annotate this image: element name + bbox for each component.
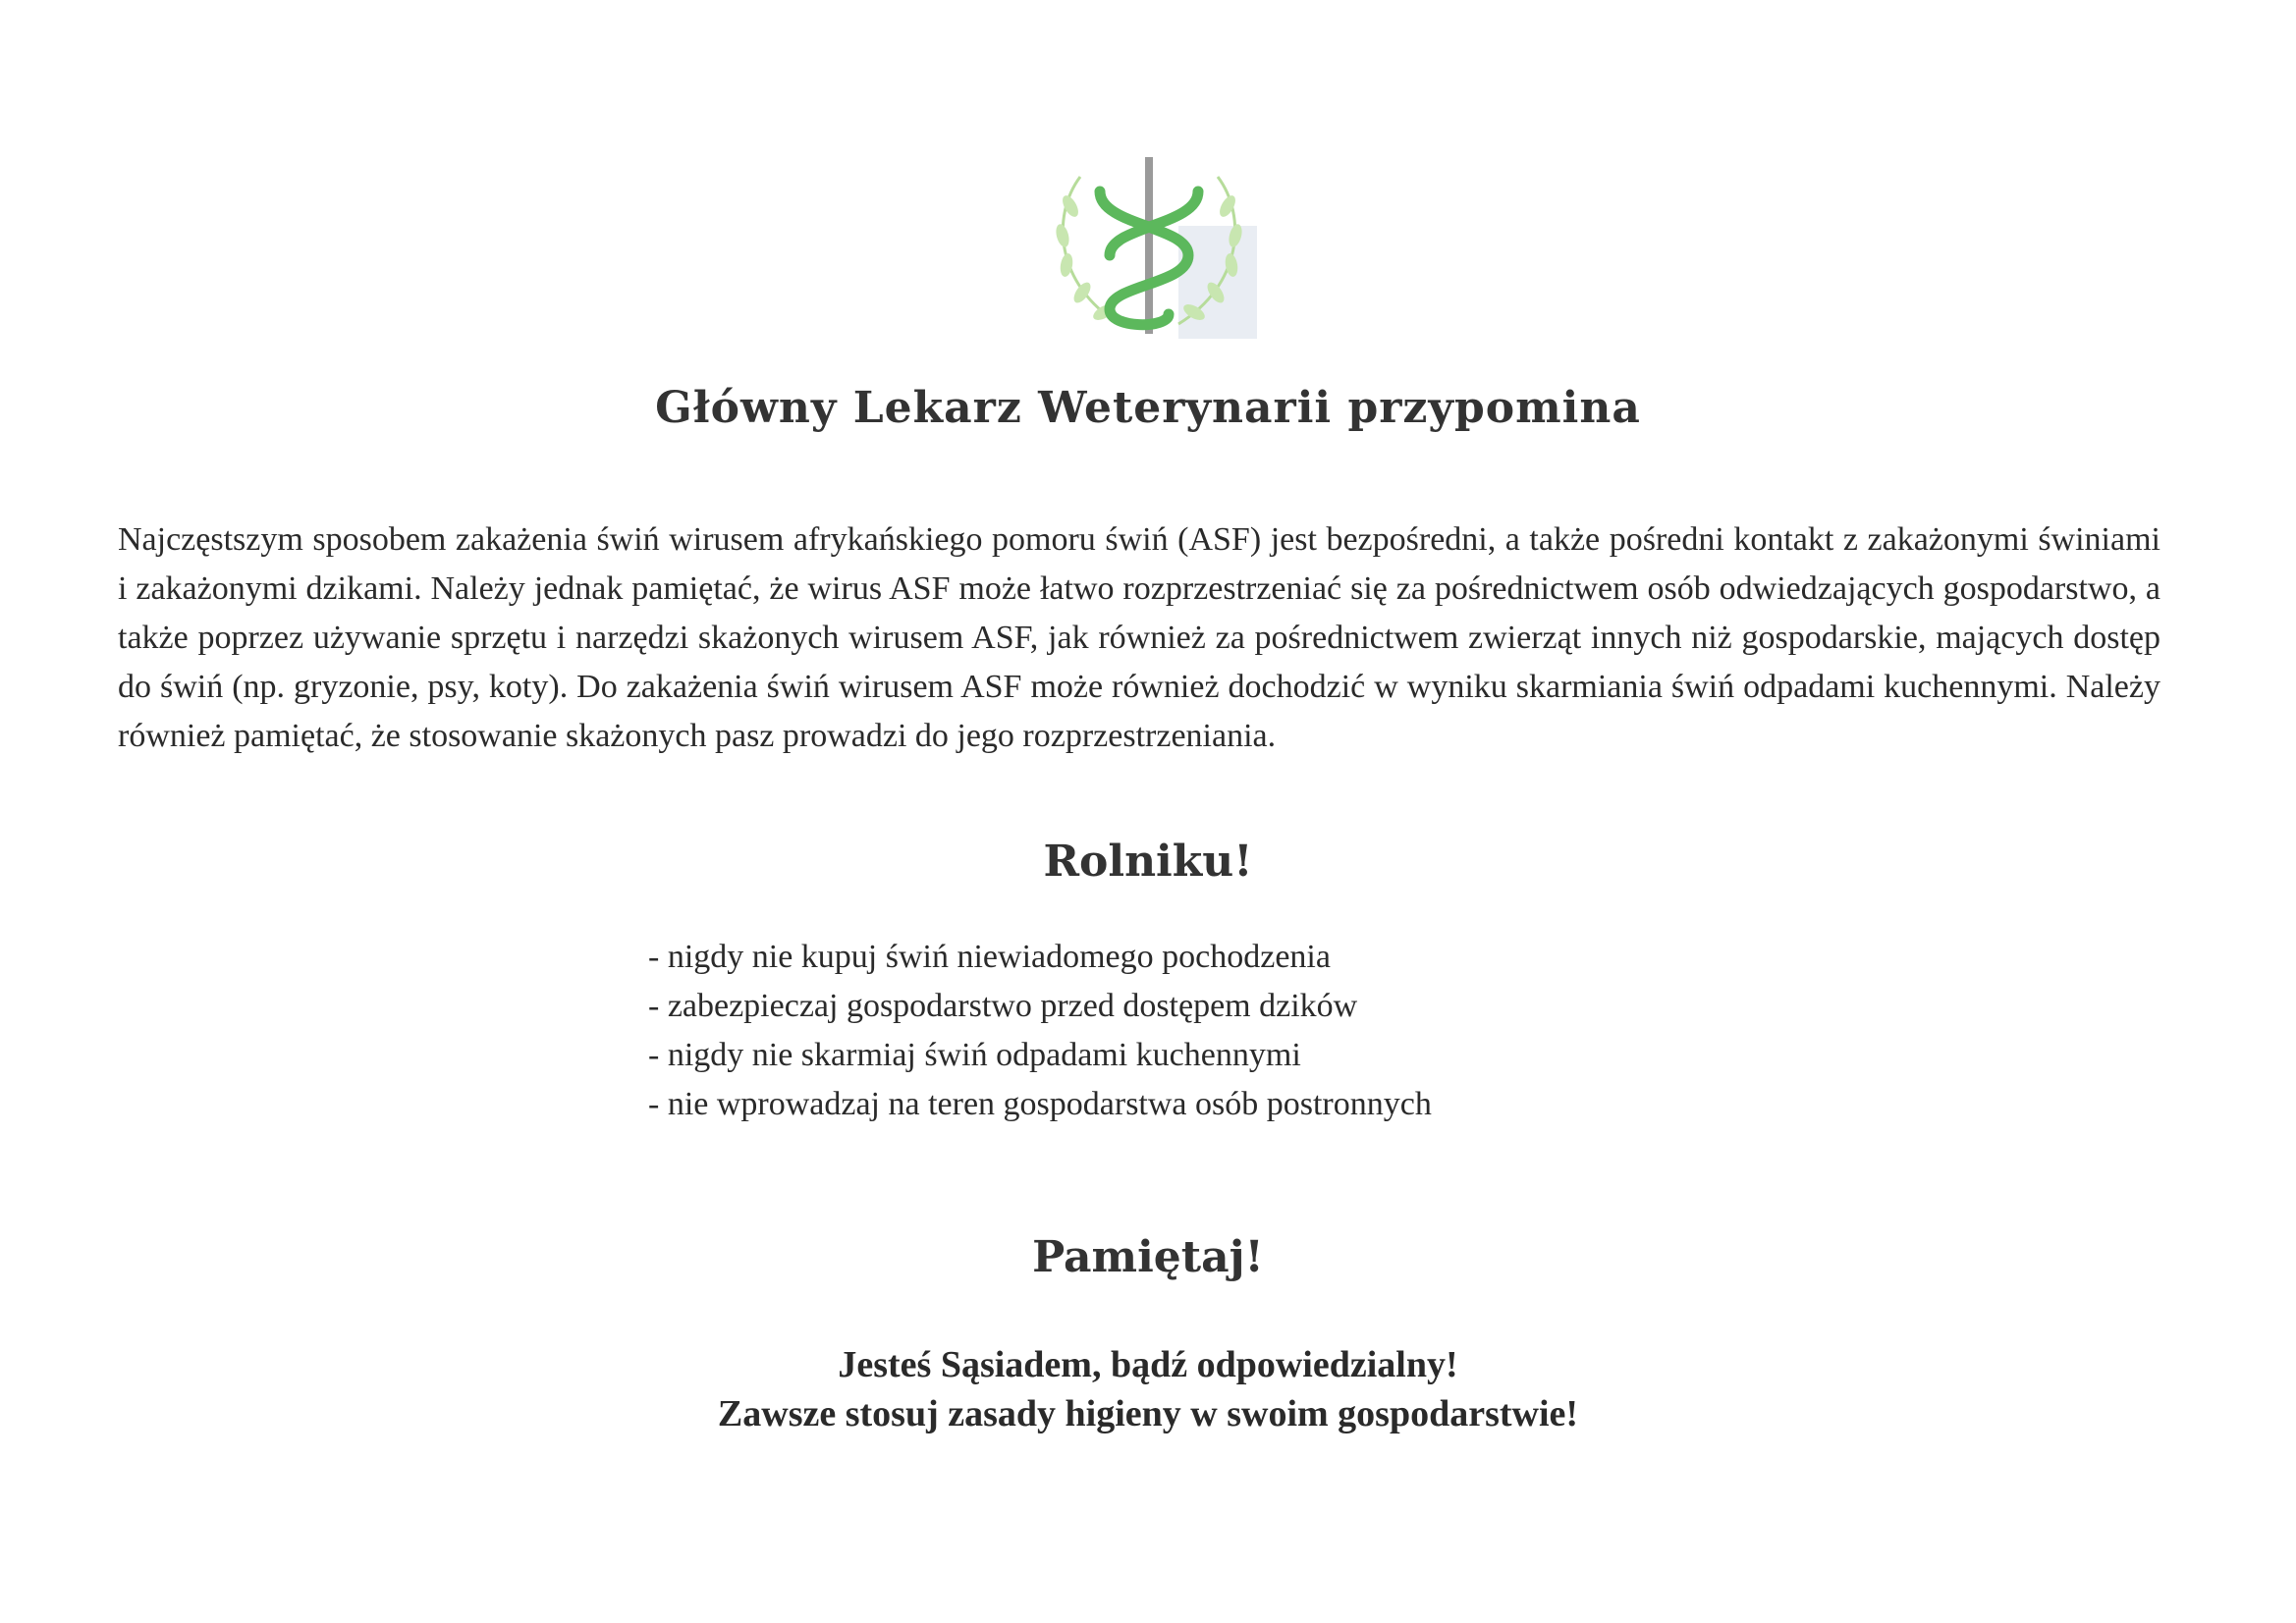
recommendations-list [648, 933, 1432, 1129]
list-item: - nie wprowadzaj na teren gospodarstwa osób postronnych [648, 1086, 1432, 1122]
closing-line-1: Jesteś Sąsiadem, bądź odpowiedzialny! [838, 1344, 1458, 1385]
list-item: - nigdy nie kupuj świń niewiadomego pochodzenia [648, 939, 1331, 975]
staff-icon [1145, 157, 1153, 334]
heading-pamietaj: Pamiętaj! [1032, 1232, 1264, 1282]
list-item: - nigdy nie skarmiaj świń odpadami kuchennymi [648, 1037, 1301, 1073]
page-title: Główny Lekarz Weterynarii przypomina [655, 383, 1641, 433]
closing-message [0, 1340, 2296, 1438]
info-paragraph: Najczęstszym sposobem zakażenia świń wirusem afrykańskiego pomoru świń (ASF) jest bezpośredni, a także pośredni kontakt z zakażonymi świniami i zakażonymi dzikami. Należy jednak pamiętać, że wirus ASF może łatwo rozprzestrzeniać się za pośrednictwem osób odwiedzających gospodarstwo, a także poprzez używanie sprzętu i narzędzi skażonych wirusem ASF, jak również za pośrednictwem zwierząt innych niż gospodarskie, mających dostęp do świń (np. gryzonie, psy, koty). Do zakażenia świń wirusem ASF może również dochodzić w wyniku skarmiania świń odpadami kuchennymi. Należy również pamiętać, że stosowanie skażonych pasz prowadzi do jego rozprzestrzeniania. [118, 521, 2160, 754]
list-item: - zabezpieczaj gospodarstwo przed dostępem dzików [648, 988, 1358, 1024]
heading-rolniku: Rolniku! [1043, 837, 1253, 887]
veterinary-emblem-logo [1031, 147, 1267, 344]
closing-line-2: Zawsze stosuj zasady higieny w swoim gospodarstwie! [717, 1393, 1579, 1434]
